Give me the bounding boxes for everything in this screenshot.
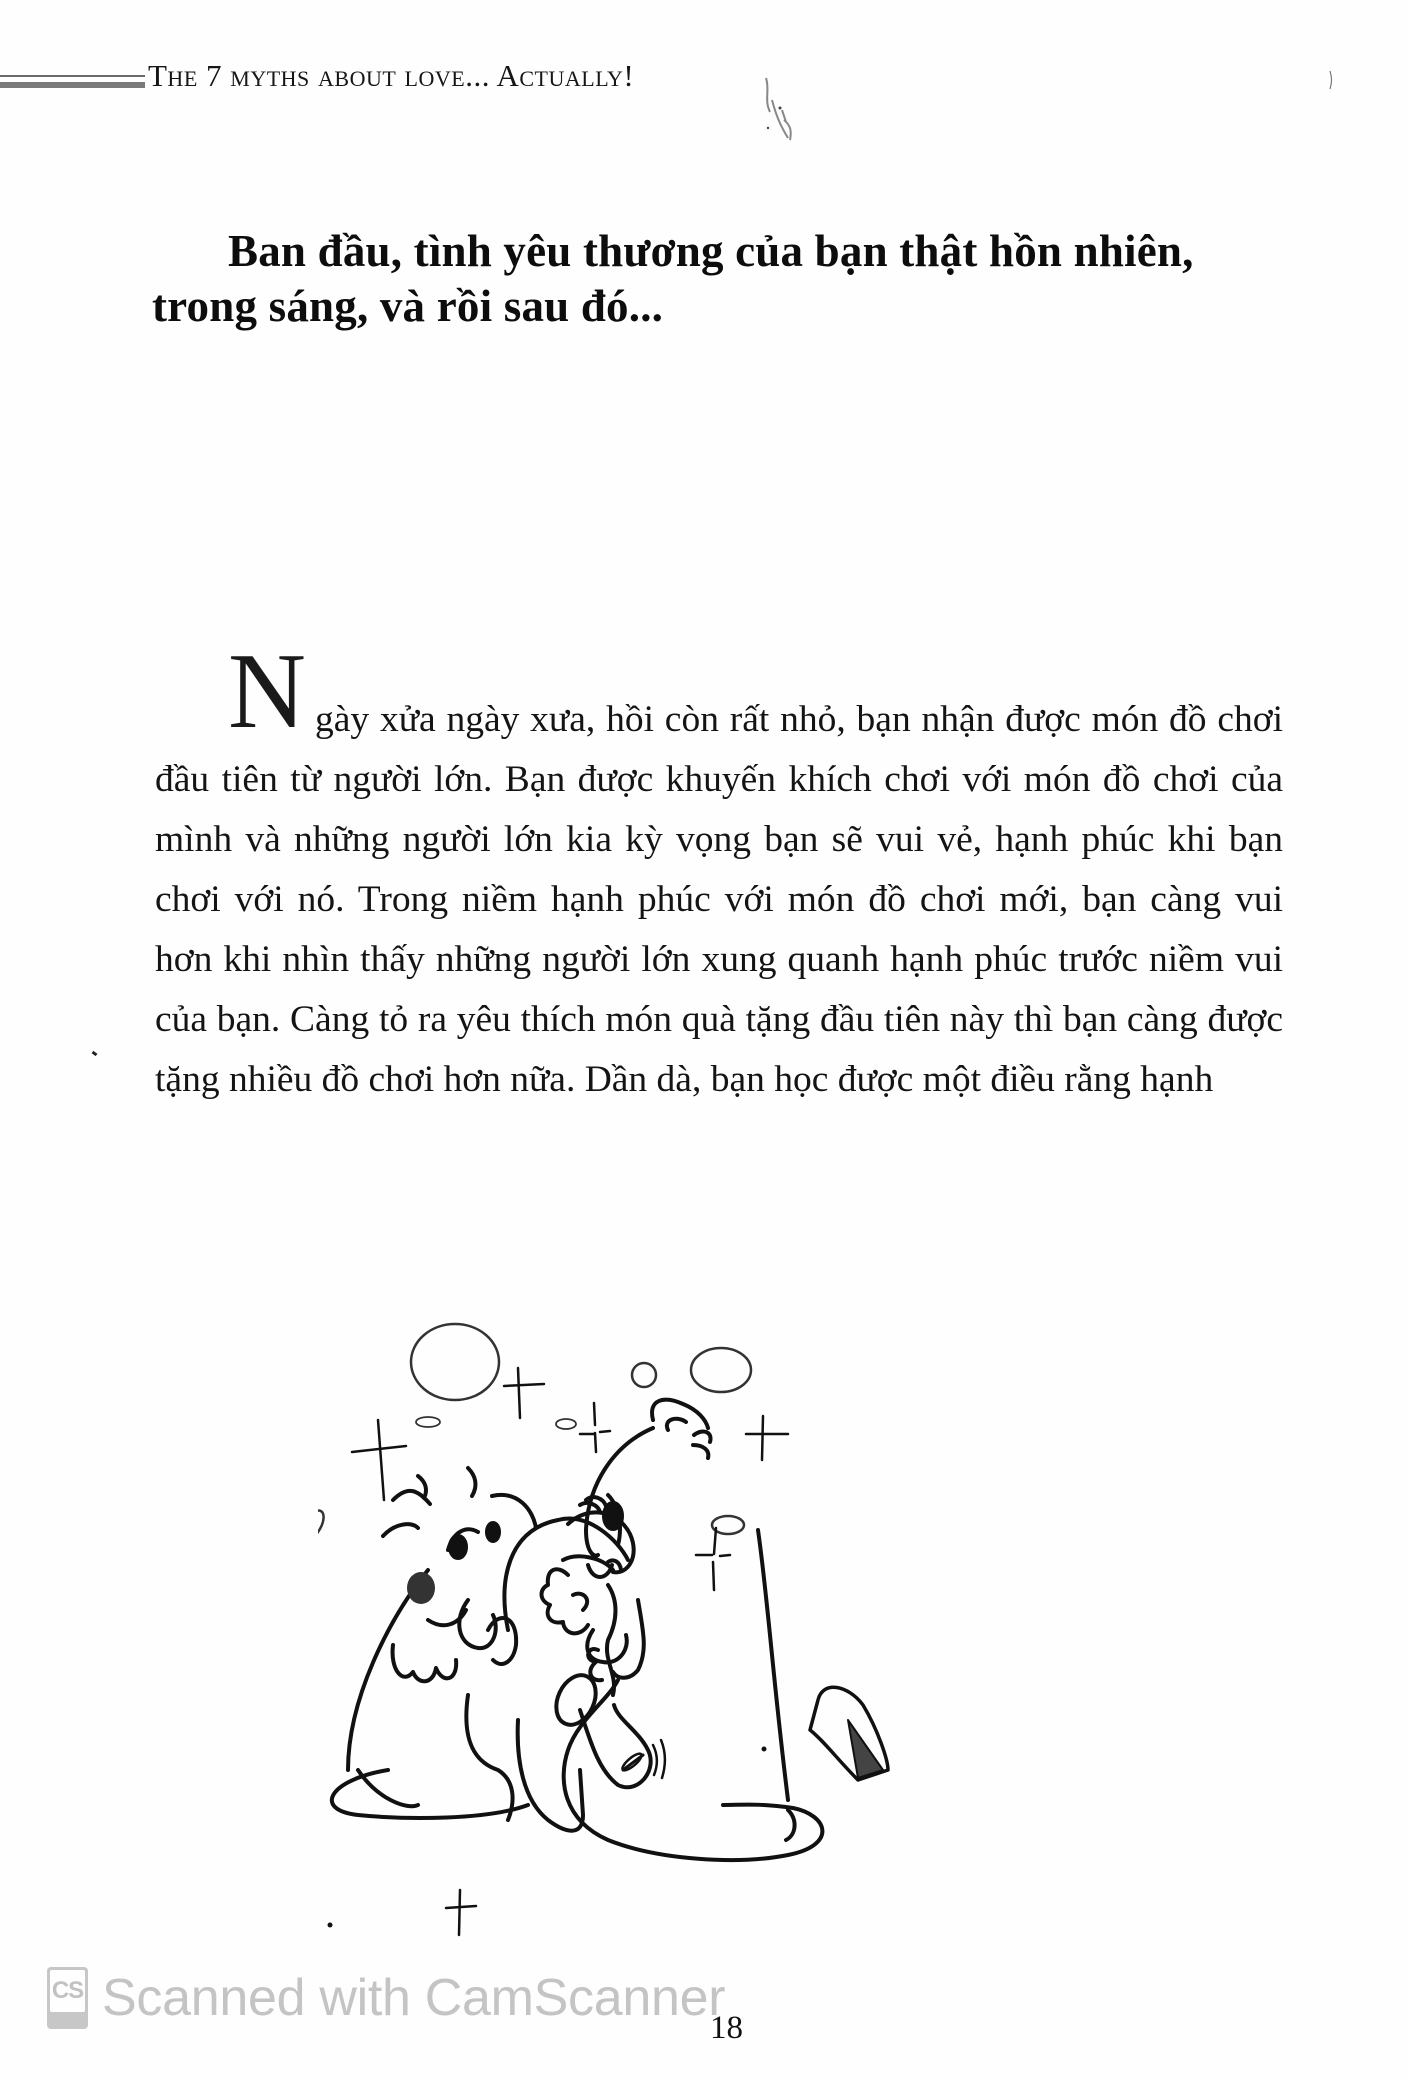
running-header-title: The 7 myths about love... Actually! [148, 58, 635, 93]
sparkle-icons [352, 1368, 788, 1935]
edge-mark-icon [1328, 70, 1334, 90]
page-number: 18 [710, 2010, 743, 2046]
header-rule-thin [0, 75, 145, 77]
body-paragraph: gày xửa ngày xưa, hồi còn rất nhỏ, bạn nhận được món đồ chơi đầu tiên từ người lớn. Bạn được khuyến khích chơi với món đồ chơi của mình và những người lớn kia kỳ vọng bạn sẽ vui vẻ, hạnh phúc khi bạn chơi với nó. Trong niềm hạnh phúc với món đồ chơi mới, bạn càng vui hơn khi nhìn thấy những người lớn xung quanh hạnh phúc trước niềm vui của bạn. Càng tỏ ra yêu thích món quà tặng đầu tiên này thì bạn càng được tặng nhiều đồ chơi hơn nữa. Dần dà, bạn học được một điều rằng hạnh [155, 699, 1283, 1100]
cartoon-illustration [318, 1300, 1018, 1980]
section-heading: Ban đầu, tình yêu thương của bạn thật hồn nhiên, trong sáng, và rồi sau đó... [152, 226, 1194, 331]
camscanner-watermark: Scanned with CamScanner [102, 1969, 726, 2027]
camscanner-logo-text: CS [50, 1970, 85, 2012]
camscanner-logo-icon [47, 1967, 88, 2029]
scan-smudge-icon [760, 70, 800, 145]
scan-speck [92, 1051, 98, 1056]
bubble-icons [318, 1324, 751, 1543]
left-creature [332, 1468, 536, 1820]
right-creature [542, 1400, 889, 1860]
header-rule-thick [0, 82, 145, 88]
drop-cap: N [228, 632, 306, 751]
